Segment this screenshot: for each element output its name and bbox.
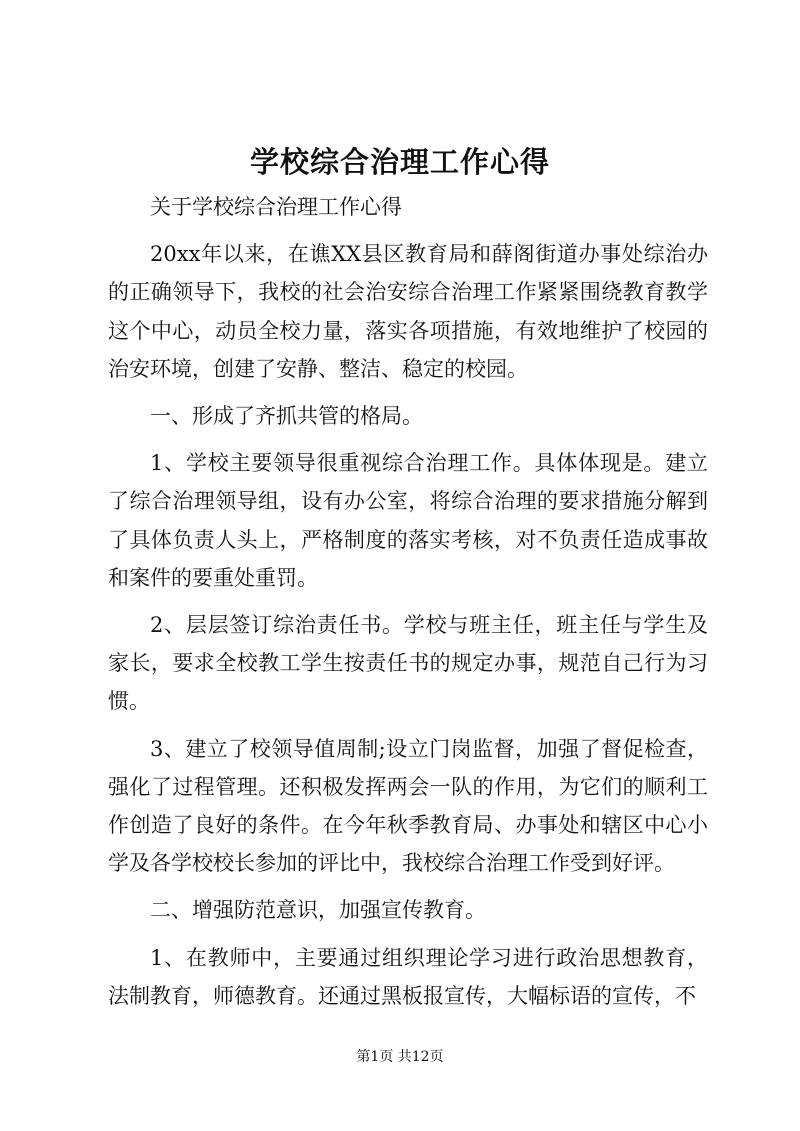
paragraph-intro: 20xx年以来，在谯XX县区教育局和薛阁街道办事处综治办的正确领导下，我校的社会治安综合治理工作紧紧围绕教育教学这个中心，动员全校力量，落实各项措施，有效地维护了校园的治安环境，创建了安静、整洁、稳定的校园。	[108, 242, 708, 381]
paragraph-item-2-1: 1、在教师中，主要通过组织理论学习进行政治思想教育，法制教育，师德教育。还通过黑板报宣传，大幅标语的宣传，不	[108, 945, 708, 1008]
paragraph-item-1-2: 2、层层签订综治责任书。学校与班主任，班主任与学生及家长，要求全校教工学生按责任书的规定办事，规范自己行为习惯。	[108, 613, 708, 714]
paragraph-item-1-3: 3、建立了校领导值周制;设立门岗监督，加强了督促检查，强化了过程管理。还积极发挥两会一队的作用，为它们的顺利工作创造了良好的条件。在今年秋季教育局、办事处和辖区中心小学及各学校校长参加的评比中，我校综合治理工作受到好评。	[108, 736, 708, 876]
section-heading-2: 二、增强防范意识，加强宣传教育。	[150, 898, 486, 923]
document-title: 学校综合治理工作心得	[249, 145, 550, 179]
document-body	[108, 188, 708, 1024]
section-heading-1: 一、形成了齐抓共管的格局。	[150, 404, 423, 429]
paragraph-subtitle: 关于学校综合治理工作心得	[150, 195, 402, 219]
paragraph-item-1-1: 1、学校主要领导很重视综合治理工作。具体体现是。建立了综合治理领导组，设有办公室，将综合治理的要求措施分解到了具体负责人头上，严格制度的落实考核，对不负责任造成事故和案件的要重处重罚。	[108, 451, 708, 590]
page-number-footer: 第1页 共12页	[356, 1049, 444, 1065]
